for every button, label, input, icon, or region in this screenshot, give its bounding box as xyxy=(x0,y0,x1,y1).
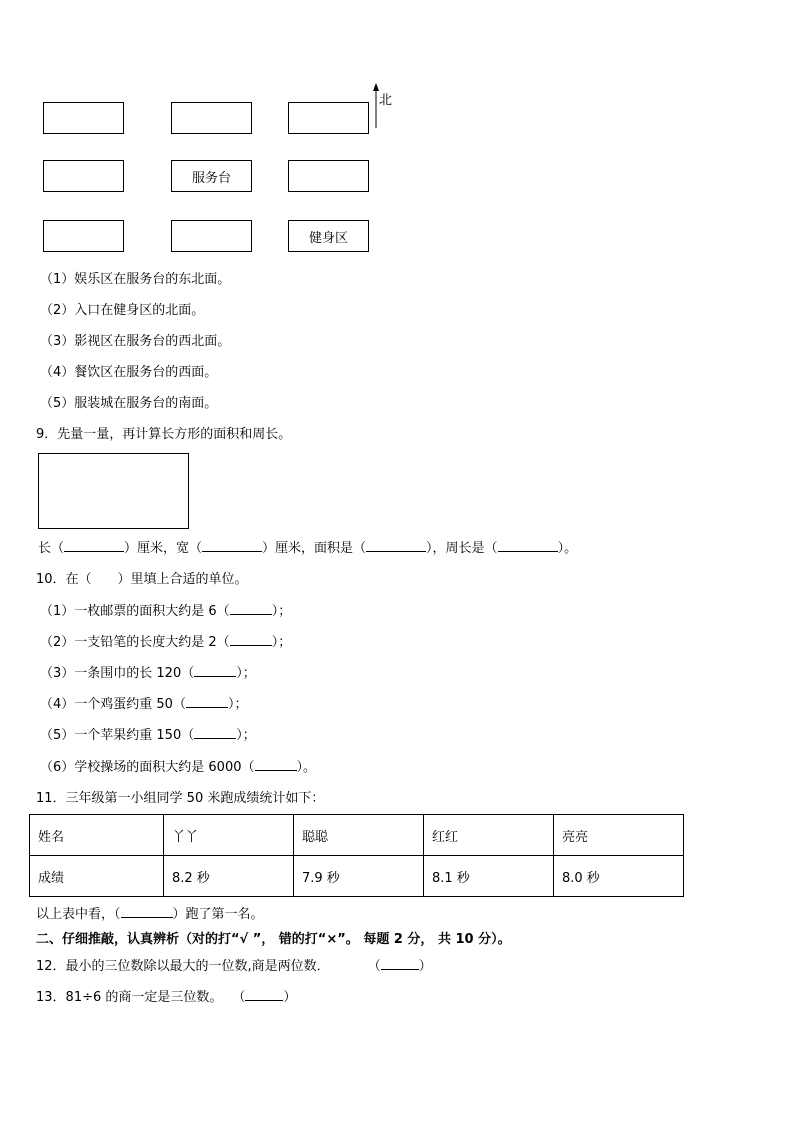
q13-close: ） xyxy=(283,990,297,1005)
q10-item-3-suffix: ）； xyxy=(236,666,256,681)
q9-rectangle xyxy=(38,453,189,529)
table-cell: 红红 xyxy=(424,815,554,856)
q10-item-1-prefix: （1）一枚邮票的面积大约是 6（ xyxy=(40,604,230,619)
q10-item-6-blank[interactable] xyxy=(255,770,297,771)
q12-close: ） xyxy=(418,959,432,974)
q10-item-4-blank[interactable] xyxy=(186,707,228,708)
q12-open: （ xyxy=(367,959,381,974)
q10-item-3-prefix: （3）一条围巾的长 120（ xyxy=(40,666,195,681)
q10-item-2-prefix: （2）一支铅笔的长度大约是 2（ xyxy=(40,635,230,650)
table-cell: 聪聪 xyxy=(294,815,424,856)
table-cell: 8.0 秒 xyxy=(554,856,684,897)
q11-answer-blank[interactable] xyxy=(121,917,173,918)
q10-item-5-prefix: （5）一个苹果约重 150（ xyxy=(40,728,195,743)
q10-item-5-blank[interactable] xyxy=(194,738,236,739)
q12-text: 12．最小的三位数除以最大的一位数,商是两位数． xyxy=(36,959,330,974)
q10-item-1-suffix: ）； xyxy=(271,604,292,619)
q9-length-blank[interactable] xyxy=(64,551,124,552)
q10-item-2-suffix: ）； xyxy=(271,635,292,650)
map-box-1[interactable] xyxy=(43,102,124,134)
table-cell: 7.9 秒 xyxy=(294,856,424,897)
q12-answer-blank[interactable] xyxy=(381,969,419,970)
statement-1: （1）娱乐区在服务台的东北面。 xyxy=(40,272,231,287)
q10-item-1-blank[interactable] xyxy=(230,614,272,615)
q9-part-1: 长（ xyxy=(38,541,65,556)
q10-item-3 xyxy=(40,665,256,683)
q10-item-4-prefix: （4）一个鸡蛋约重 50（ xyxy=(40,697,186,712)
map-box-7[interactable] xyxy=(43,220,124,252)
map-box-3[interactable] xyxy=(288,102,369,134)
q9-part-2: ）厘米，宽（ xyxy=(124,541,203,556)
q10-item-5-suffix: ）； xyxy=(236,728,256,743)
map-box-2[interactable] xyxy=(171,102,252,134)
q10-item-2 xyxy=(40,634,291,652)
table-cell: 丫丫 xyxy=(164,815,294,856)
q13-answer-blank[interactable] xyxy=(245,1000,283,1001)
q10-item-6-suffix: ）。 xyxy=(296,760,317,775)
q9-part-5: ）。 xyxy=(557,541,578,556)
scores-table xyxy=(29,814,684,897)
table-cell: 8.1 秒 xyxy=(424,856,554,897)
q10-title: 10．在（ ）里填上合适的单位。 xyxy=(36,572,248,587)
table-cell: 姓名 xyxy=(30,815,164,856)
q11-answer-line xyxy=(36,906,264,924)
q9-part-3: ）厘米，面积是（ xyxy=(262,541,367,556)
statement-5: （5）服装城在服务台的南面。 xyxy=(40,396,218,411)
north-label: 北 xyxy=(379,93,393,108)
q13-open: （ xyxy=(232,990,246,1005)
statement-2: （2）入口在健身区的北面。 xyxy=(40,303,205,318)
map-box-service-desk: 服务台 xyxy=(171,160,252,192)
map-box-6[interactable] xyxy=(288,160,369,192)
q9-title: 9．先量一量，再计算长方形的面积和周长。 xyxy=(36,427,292,442)
q10-item-4-suffix: ）； xyxy=(227,697,248,712)
map-box-gym: 健身区 xyxy=(288,220,369,252)
q13-line xyxy=(36,989,296,1007)
q9-perimeter-blank[interactable] xyxy=(498,551,558,552)
q13-text: 13．81÷6 的商一定是三位数。 xyxy=(36,990,223,1005)
q9-width-blank[interactable] xyxy=(202,551,262,552)
q11-title: 11．三年级第一小组同学 50 米跑成绩统计如下： xyxy=(36,791,325,806)
section-2-heading: 二、仔细推敲，认真辨析（对的打“√ ”， 错的打“×”。 每题 2 分， 共 10 分）。 xyxy=(36,932,511,947)
statement-3: （3）影视区在服务台的西北面。 xyxy=(40,334,231,349)
statement-4: （4）餐饮区在服务台的西面。 xyxy=(40,365,218,380)
q9-answer-line xyxy=(38,540,577,558)
q11-answer-suffix: ）跑了第一名。 xyxy=(172,907,264,922)
q12-line xyxy=(36,958,432,976)
q11-answer-prefix: 以上表中看，（ xyxy=(36,907,121,922)
table-cell: 亮亮 xyxy=(554,815,684,856)
q10-item-6-prefix: （6）学校操场的面积大约是 6000（ xyxy=(40,760,255,775)
table-cell: 成绩 xyxy=(30,856,164,897)
q9-area-blank[interactable] xyxy=(366,551,426,552)
q10-item-2-blank[interactable] xyxy=(230,645,272,646)
map-box-8[interactable] xyxy=(171,220,252,252)
table-cell: 8.2 秒 xyxy=(164,856,294,897)
q10-item-6 xyxy=(40,759,316,777)
q10-item-1 xyxy=(40,603,291,621)
q10-item-5 xyxy=(40,727,256,745)
table-row xyxy=(30,815,684,856)
map-box-4[interactable] xyxy=(43,160,124,192)
q9-part-4: ），周长是（ xyxy=(426,541,498,556)
table-row xyxy=(30,856,684,897)
q10-item-4 xyxy=(40,696,247,714)
q10-item-3-blank[interactable] xyxy=(194,676,236,677)
